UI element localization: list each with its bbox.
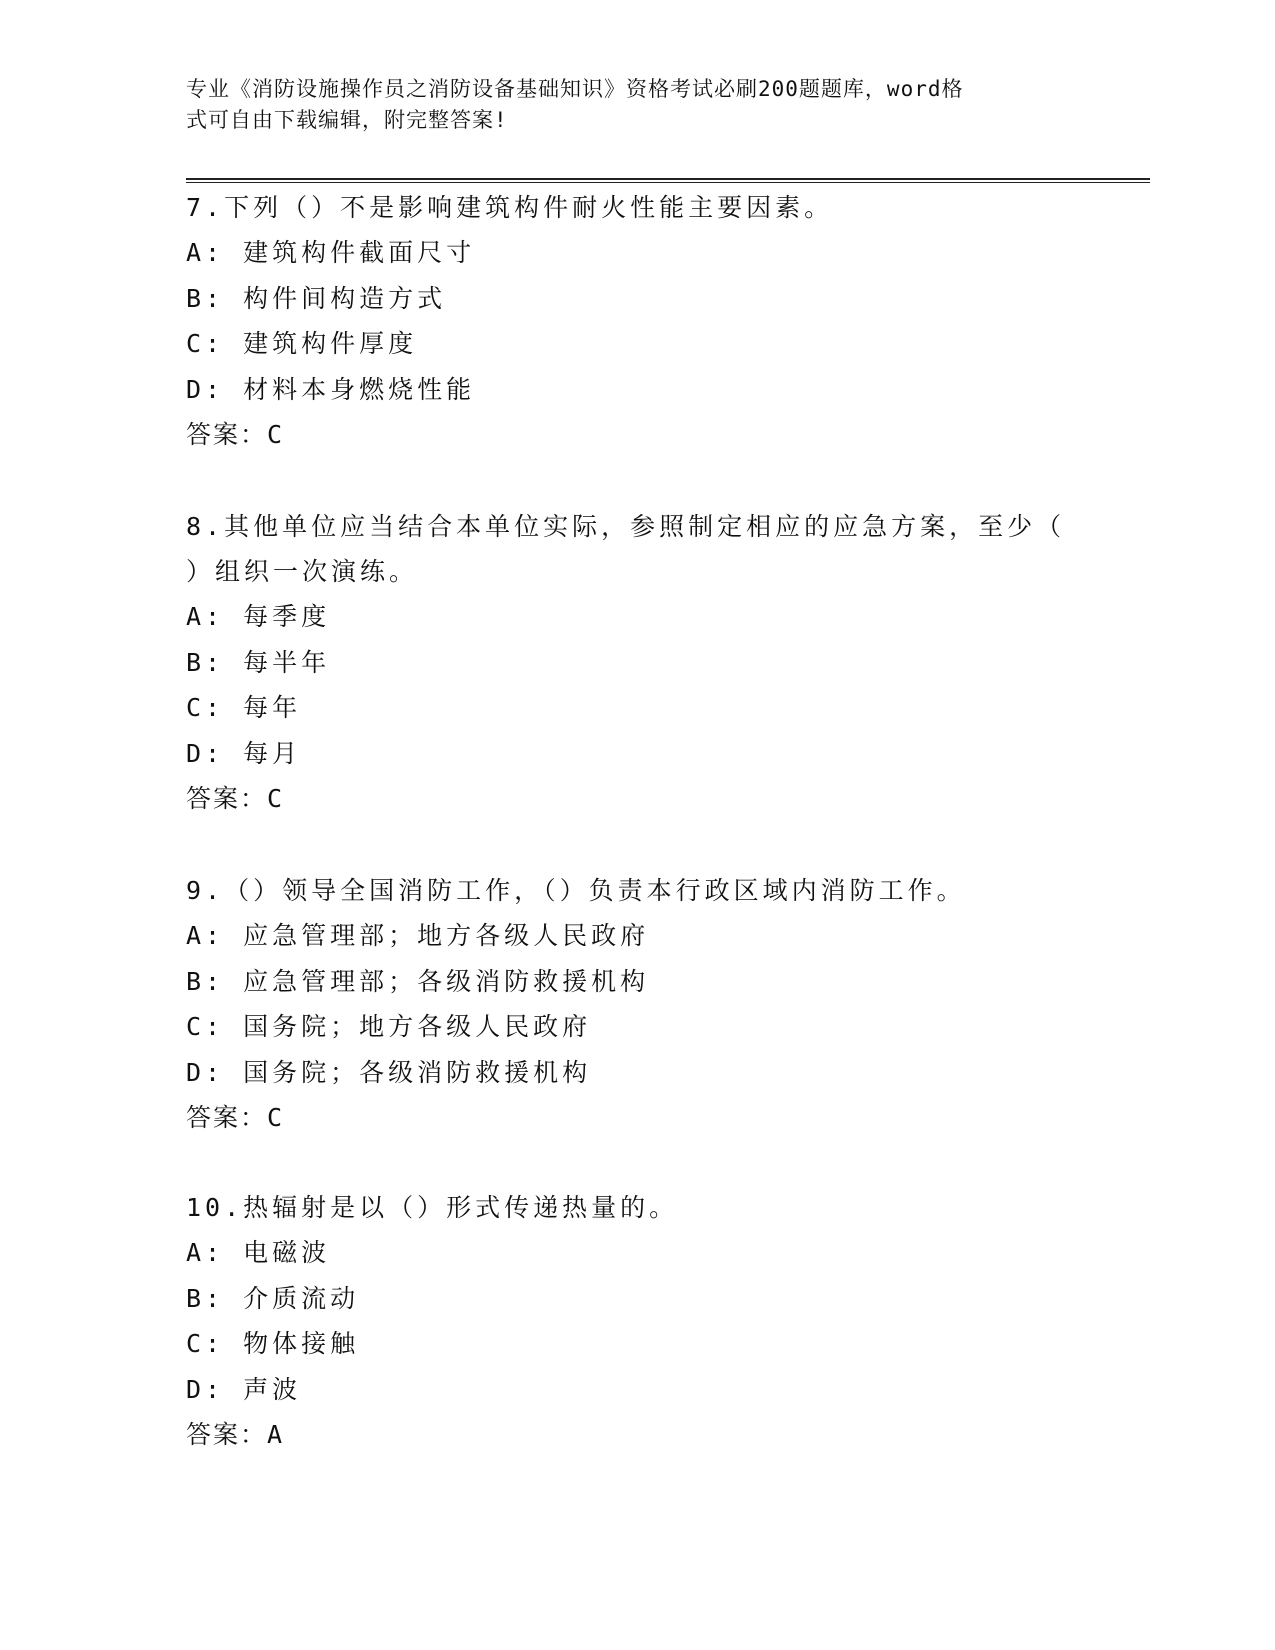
header-divider-thin [186, 182, 1150, 183]
answer [186, 776, 1086, 822]
option-c: C: 国务院；地方各级人民政府 [186, 1012, 592, 1041]
question-stem: 10.热辐射是以（）形式传递热量的。 [186, 1193, 679, 1222]
answer [186, 1095, 1086, 1141]
option-c: C: 每年 [186, 693, 302, 722]
answer [186, 412, 1086, 458]
option-a: A: 电磁波 [186, 1238, 331, 1267]
option-b: B: 构件间构造方式 [186, 283, 447, 313]
answer-label: 答案： [186, 420, 268, 449]
option-c: C: 物体接触 [186, 1329, 360, 1358]
header-line-2: 式可自由下载编辑，附完整答案! [186, 108, 508, 132]
question-stem-continued: ）组织一次演练。 [186, 557, 419, 586]
option-a: A: 每季度 [186, 602, 331, 631]
header-divider [186, 178, 1150, 180]
option-d: D: 材料本身燃烧性能 [186, 374, 476, 404]
header-line-1: 专业《消防设施操作员之消防设备基础知识》资格考试必刷200题题库，word格 [186, 77, 964, 101]
option-d: D: 国务院；各级消防救援机构 [186, 1057, 592, 1087]
option-b: B: 介质流动 [186, 1283, 360, 1313]
question-8 [186, 504, 1086, 822]
answer-label: 答案： [186, 784, 268, 813]
question-stem: 8.其他单位应当结合本单位实际，参照制定相应的应急方案，至少（ [186, 512, 1066, 541]
answer [186, 1412, 1086, 1458]
question-9 [186, 868, 1086, 1141]
answer-value: C [267, 1103, 285, 1132]
answer-value: C [267, 784, 285, 813]
option-b: B: 应急管理部；各级消防救援机构 [186, 966, 650, 996]
question-10 [186, 1185, 1086, 1458]
question-7 [186, 185, 1086, 458]
answer-value: A [267, 1420, 285, 1449]
option-c: C: 建筑构件厚度 [186, 329, 418, 358]
question-stem: 9.（）领导全国消防工作，（）负责本行政区域内消防工作。 [186, 876, 966, 905]
option-a: A: 应急管理部；地方各级人民政府 [186, 921, 650, 950]
option-d: D: 声波 [186, 1374, 302, 1404]
document-header [186, 74, 1076, 136]
answer-label: 答案： [186, 1103, 268, 1132]
option-a: A: 建筑构件截面尺寸 [186, 238, 476, 267]
question-stem: 7.下列（）不是影响建筑构件耐火性能主要因素。 [186, 193, 834, 222]
answer-value: C [267, 420, 285, 449]
option-b: B: 每半年 [186, 647, 331, 677]
answer-label: 答案： [186, 1420, 268, 1449]
option-d: D: 每月 [186, 738, 302, 768]
